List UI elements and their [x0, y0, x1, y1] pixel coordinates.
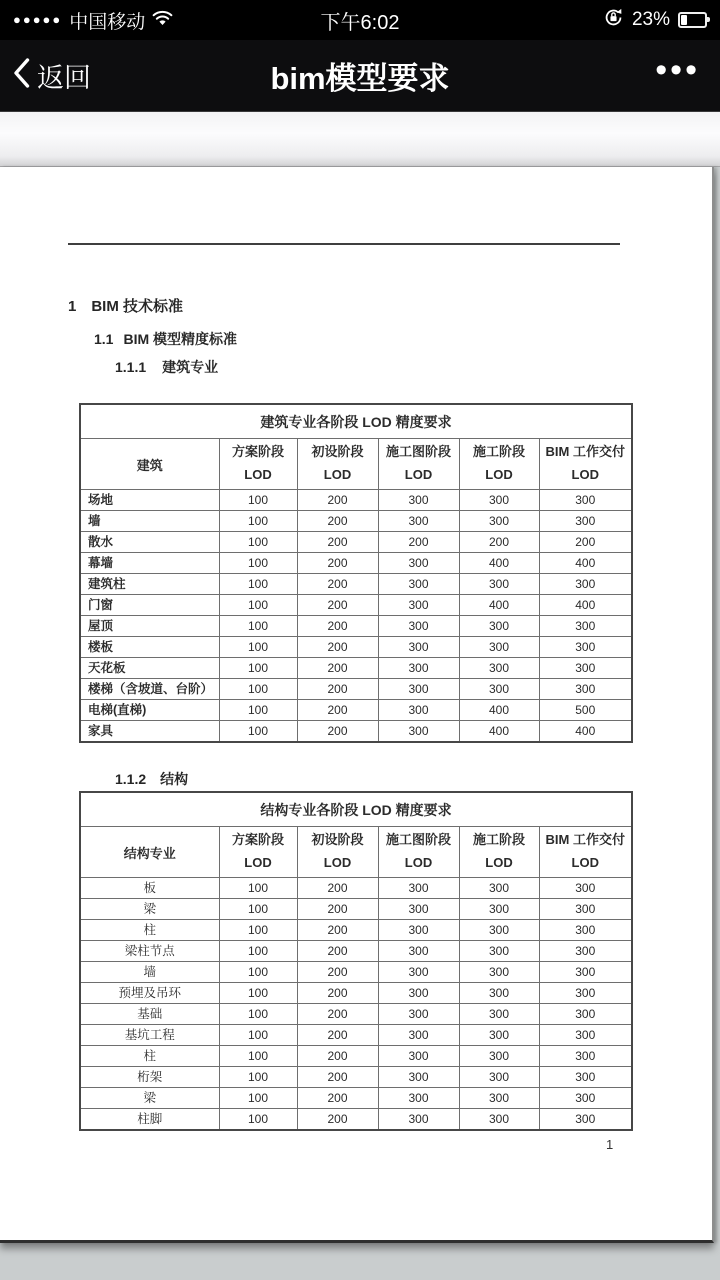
lod-value: 100 — [219, 574, 297, 595]
lod-value: 200 — [297, 1109, 378, 1131]
lod-value: 200 — [297, 920, 378, 941]
table-row — [80, 1088, 632, 1109]
lod-value: 300 — [539, 1088, 632, 1109]
lod-value: 300 — [459, 899, 539, 920]
page-title: bim模型要求 — [270, 61, 450, 96]
lod-value: 100 — [219, 878, 297, 899]
lod-value: 300 — [539, 878, 632, 899]
row-label: 预埋及吊环 — [80, 983, 219, 1004]
lod-value: 300 — [459, 1025, 539, 1046]
table-row — [80, 899, 632, 920]
lod-value: 300 — [459, 511, 539, 532]
heading-number: 1.1 — [94, 331, 114, 347]
column-header-category: 结构专业 — [80, 827, 219, 878]
lod-value: 300 — [539, 658, 632, 679]
lod-value: 200 — [297, 941, 378, 962]
lod-value: 400 — [539, 553, 632, 574]
lod-value: 300 — [539, 941, 632, 962]
table-row — [80, 658, 632, 679]
lod-value: 100 — [219, 983, 297, 1004]
lod-value: 300 — [378, 490, 459, 511]
lod-value: 100 — [219, 941, 297, 962]
lod-value: 300 — [539, 1046, 632, 1067]
table-row — [80, 878, 632, 899]
lod-value: 200 — [378, 532, 459, 553]
chevron-left-icon — [13, 58, 30, 93]
lod-value: 300 — [378, 658, 459, 679]
column-header-stage: 初设阶段 LOD — [297, 439, 378, 490]
heading-number: 1.1.2 — [115, 771, 147, 787]
lod-value: 200 — [297, 1067, 378, 1088]
table-title-row — [80, 792, 632, 827]
table-title-row — [80, 404, 632, 439]
row-label: 梁 — [80, 899, 219, 920]
lod-value: 300 — [378, 574, 459, 595]
table-row — [80, 920, 632, 941]
lod-value: 100 — [219, 1004, 297, 1025]
table-row — [80, 616, 632, 637]
lod-value: 100 — [219, 637, 297, 658]
lod-value: 300 — [459, 920, 539, 941]
lod-value: 200 — [459, 532, 539, 553]
table-row — [80, 962, 632, 983]
row-label: 电梯(直梯) — [80, 700, 219, 721]
lod-value: 300 — [378, 1109, 459, 1131]
row-label: 屋顶 — [80, 616, 219, 637]
lod-value: 100 — [219, 1046, 297, 1067]
lod-value: 300 — [539, 490, 632, 511]
lod-value: 200 — [297, 700, 378, 721]
column-header-stage: BIM 工作交付 LOD — [539, 439, 632, 490]
header-rule — [68, 243, 620, 245]
lod-value: 200 — [297, 511, 378, 532]
ellipsis-icon: ••• — [655, 50, 700, 89]
lod-value: 300 — [378, 983, 459, 1004]
lod-value: 300 — [539, 511, 632, 532]
lod-value: 300 — [459, 1067, 539, 1088]
back-button[interactable] — [0, 40, 104, 111]
column-header-stage: 方案阶段 LOD — [219, 439, 297, 490]
heading-text: BIM 模型精度标准 — [123, 331, 238, 347]
lod-value: 300 — [378, 721, 459, 743]
lod-value: 200 — [297, 1004, 378, 1025]
lod-value: 300 — [539, 679, 632, 700]
row-label: 幕墙 — [80, 553, 219, 574]
lod-table-architecture — [79, 403, 633, 743]
status-right — [603, 7, 707, 33]
lod-value: 300 — [539, 983, 632, 1004]
lod-value: 100 — [219, 490, 297, 511]
lod-value: 100 — [219, 553, 297, 574]
lod-value: 200 — [297, 679, 378, 700]
lod-value: 200 — [297, 721, 378, 743]
lod-value: 300 — [459, 1004, 539, 1025]
heading-1-1 — [94, 329, 237, 349]
lod-value: 300 — [539, 1109, 632, 1131]
page-number: 1 — [606, 1137, 614, 1152]
heading-1-1-1 — [115, 357, 218, 377]
lod-value: 300 — [539, 1004, 632, 1025]
table-row — [80, 679, 632, 700]
column-header-stage: BIM 工作交付 LOD — [539, 827, 632, 878]
lod-value: 300 — [378, 899, 459, 920]
lod-value: 300 — [378, 616, 459, 637]
table-title: 结构专业各阶段 LOD 精度要求 — [80, 792, 632, 827]
table-row — [80, 595, 632, 616]
lod-value: 300 — [539, 899, 632, 920]
row-label: 板 — [80, 878, 219, 899]
row-label: 梁柱节点 — [80, 941, 219, 962]
lod-value: 100 — [219, 1088, 297, 1109]
row-label: 墙 — [80, 511, 219, 532]
table-row — [80, 700, 632, 721]
lod-value: 200 — [297, 983, 378, 1004]
heading-text: 结构 — [160, 771, 189, 787]
lod-value: 500 — [539, 700, 632, 721]
lod-value: 400 — [459, 595, 539, 616]
back-button-label: 返回 — [37, 63, 91, 93]
table-title: 建筑专业各阶段 LOD 精度要求 — [80, 404, 632, 439]
status-left — [13, 7, 173, 34]
row-label: 家具 — [80, 721, 219, 743]
lod-value: 100 — [219, 899, 297, 920]
table-row — [80, 1025, 632, 1046]
carrier-label: 中国移动 — [69, 11, 146, 33]
lod-value: 300 — [459, 1109, 539, 1131]
lod-value: 400 — [539, 595, 632, 616]
lod-value: 100 — [219, 1025, 297, 1046]
table-row — [80, 983, 632, 1004]
lod-value: 200 — [297, 658, 378, 679]
table-row — [80, 1109, 632, 1131]
heading-text: BIM 技术标准 — [91, 298, 184, 315]
lod-value: 300 — [459, 941, 539, 962]
table-row — [80, 532, 632, 553]
lod-value: 300 — [378, 637, 459, 658]
row-label: 门窗 — [80, 595, 219, 616]
lod-value: 200 — [297, 553, 378, 574]
row-label: 柱 — [80, 920, 219, 941]
lod-value: 400 — [459, 721, 539, 743]
heading-text: 建筑专业 — [162, 359, 219, 375]
lod-value: 300 — [459, 962, 539, 983]
lod-table-structure — [79, 791, 633, 1131]
lod-value: 300 — [459, 679, 539, 700]
lod-value: 300 — [539, 637, 632, 658]
heading-1-1-2 — [115, 769, 188, 789]
lod-value: 200 — [297, 1088, 378, 1109]
column-header-stage: 施工阶段 LOD — [459, 439, 539, 490]
row-label: 场地 — [80, 490, 219, 511]
heading-number: 1 — [68, 298, 77, 315]
lod-value: 100 — [219, 532, 297, 553]
lod-value: 300 — [378, 679, 459, 700]
lod-value: 100 — [219, 595, 297, 616]
table-header-row — [80, 439, 632, 490]
signal-strength-icon: ●●●●● — [13, 11, 63, 27]
row-label: 柱脚 — [80, 1109, 219, 1131]
heading-number: 1.1.1 — [115, 359, 147, 375]
lod-value: 100 — [219, 700, 297, 721]
lod-value: 300 — [378, 1004, 459, 1025]
heading-1 — [68, 295, 183, 316]
lod-value: 200 — [539, 532, 632, 553]
lod-value: 300 — [459, 616, 539, 637]
column-header-category: 建筑 — [80, 439, 219, 490]
table-row — [80, 1067, 632, 1088]
lod-value: 200 — [297, 962, 378, 983]
table-row — [80, 574, 632, 595]
lod-value: 400 — [459, 553, 539, 574]
lod-value: 200 — [297, 616, 378, 637]
table-row — [80, 1004, 632, 1025]
row-label: 墙 — [80, 962, 219, 983]
lod-value: 300 — [378, 553, 459, 574]
lod-value: 300 — [459, 637, 539, 658]
lod-value: 300 — [539, 920, 632, 941]
lod-value: 300 — [539, 1025, 632, 1046]
battery-icon — [678, 12, 707, 28]
column-header-stage: 施工图阶段 LOD — [378, 439, 459, 490]
document-page — [0, 167, 714, 1243]
lod-value: 300 — [459, 1088, 539, 1109]
lod-value: 100 — [219, 511, 297, 532]
lod-value: 100 — [219, 721, 297, 743]
row-label: 楼板 — [80, 637, 219, 658]
clock: 下午6:02 — [320, 11, 400, 34]
row-label: 梁 — [80, 1088, 219, 1109]
lod-value: 200 — [297, 595, 378, 616]
table-row — [80, 553, 632, 574]
lod-value: 300 — [459, 1046, 539, 1067]
lod-value: 300 — [378, 700, 459, 721]
lod-value: 300 — [378, 920, 459, 941]
row-label: 散水 — [80, 532, 219, 553]
lod-value: 100 — [219, 679, 297, 700]
lod-value: 200 — [297, 1025, 378, 1046]
table-row — [80, 1046, 632, 1067]
lod-value: 100 — [219, 920, 297, 941]
row-label: 桁架 — [80, 1067, 219, 1088]
row-label: 建筑柱 — [80, 574, 219, 595]
table-row — [80, 721, 632, 743]
lod-value: 300 — [378, 1067, 459, 1088]
lod-value: 200 — [297, 574, 378, 595]
lod-value: 300 — [459, 878, 539, 899]
column-header-stage: 初设阶段 LOD — [297, 827, 378, 878]
lod-value: 300 — [459, 983, 539, 1004]
lod-value: 300 — [378, 1025, 459, 1046]
lod-value: 200 — [297, 1046, 378, 1067]
table-header-row — [80, 827, 632, 878]
lod-value: 100 — [219, 962, 297, 983]
row-label: 柱 — [80, 1046, 219, 1067]
table-row — [80, 490, 632, 511]
column-header-stage: 施工阶段 LOD — [459, 827, 539, 878]
lod-value: 200 — [297, 637, 378, 658]
lod-value: 300 — [378, 941, 459, 962]
lod-value: 300 — [459, 574, 539, 595]
wifi-icon — [152, 10, 173, 31]
status-bar — [0, 0, 720, 40]
row-label: 基础 — [80, 1004, 219, 1025]
table-row — [80, 941, 632, 962]
row-label: 基坑工程 — [80, 1025, 219, 1046]
lod-value: 300 — [378, 1046, 459, 1067]
table-row — [80, 511, 632, 532]
lod-value: 200 — [297, 899, 378, 920]
orientation-lock-icon — [603, 7, 624, 33]
lod-value: 300 — [539, 574, 632, 595]
lod-value: 100 — [219, 616, 297, 637]
lod-value: 300 — [459, 490, 539, 511]
lod-value: 300 — [378, 595, 459, 616]
lod-value: 200 — [297, 532, 378, 553]
lod-value: 300 — [539, 616, 632, 637]
lod-value: 300 — [378, 511, 459, 532]
lod-value: 300 — [378, 962, 459, 983]
battery-percent-label: 23% — [631, 9, 670, 30]
lod-value: 300 — [539, 962, 632, 983]
column-header-stage: 方案阶段 LOD — [219, 827, 297, 878]
lod-value: 400 — [459, 700, 539, 721]
lod-value: 200 — [297, 490, 378, 511]
lod-value: 100 — [219, 1109, 297, 1131]
more-menu-button[interactable] — [635, 40, 720, 111]
lod-value: 300 — [378, 1088, 459, 1109]
document-scroll-area[interactable] — [0, 167, 720, 1280]
nav-bar — [0, 40, 720, 112]
row-label: 天花板 — [80, 658, 219, 679]
lod-value: 100 — [219, 1067, 297, 1088]
lod-value: 400 — [539, 721, 632, 743]
lod-value: 300 — [459, 658, 539, 679]
row-label: 楼梯（含坡道、台阶） — [80, 679, 219, 700]
lod-value: 300 — [539, 1067, 632, 1088]
table-row — [80, 637, 632, 658]
lod-value: 100 — [219, 658, 297, 679]
toolbar-band — [0, 112, 720, 167]
lod-value: 300 — [378, 878, 459, 899]
lod-value: 200 — [297, 878, 378, 899]
column-header-stage: 施工图阶段 LOD — [378, 827, 459, 878]
